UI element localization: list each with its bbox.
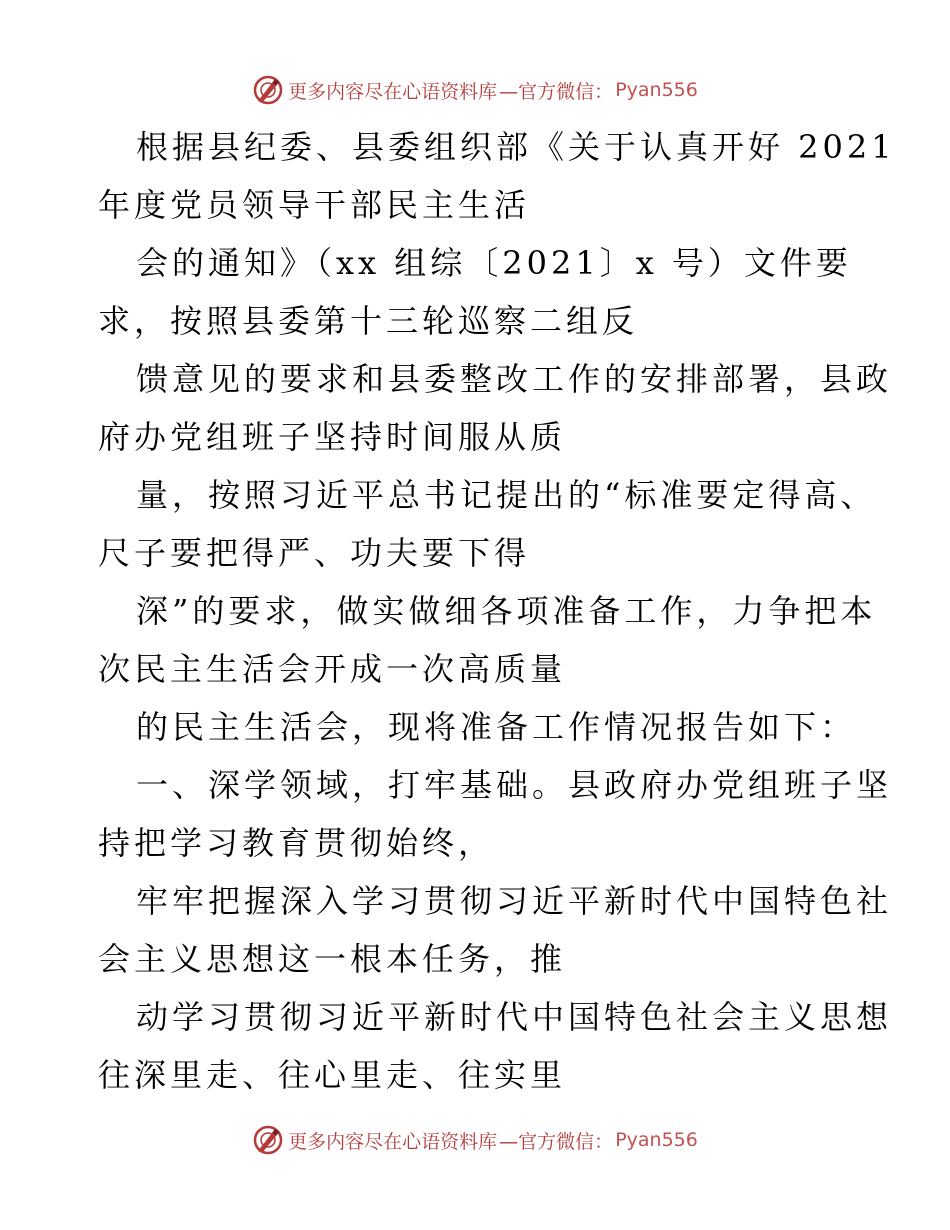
text-line: 深”的要求，做实做细各项准备工作，力争把本 <box>136 592 877 630</box>
text-line: 尺子要把得严、功夫要下得 <box>98 534 531 572</box>
document-body <box>98 118 896 1104</box>
red-pen-circle-logo-icon <box>252 74 284 106</box>
text-line: 往深里走、往心里走、往实里 <box>98 1056 567 1094</box>
watermark-suffix: —官方微信： <box>499 1130 614 1153</box>
text-line: 牢牢把握深入学习贯彻习近平新时代中国特色社 <box>136 882 893 920</box>
watermark-text: 更多内容尽在心语资料库 <box>288 1130 498 1153</box>
text-line: 动学习贯彻习近平新时代中国特色社会主义思想 <box>136 998 893 1036</box>
text-line: 次民主生活会开成一次高质量 <box>98 650 567 688</box>
text-line: 量，按照习近平总书记提出的“标准要定得高、 <box>136 476 877 514</box>
text-line: 求，按照县委第十三轮巡察二组反 <box>98 302 639 340</box>
text-line: 馈意见的要求和县委整改工作的安排部署，县政 <box>136 360 893 398</box>
red-pen-circle-logo-icon <box>252 1124 284 1156</box>
watermark-suffix: —官方微信： <box>499 80 614 103</box>
footer-watermark <box>0 1120 950 1160</box>
watermark-wechat-id: Pyan556 <box>615 79 698 101</box>
text-line: 根据县纪委、县委组织部《关于认真开好 2021 <box>136 128 896 166</box>
watermark-wechat-id: Pyan556 <box>615 1129 698 1151</box>
text-line: 持把学习教育贯彻始终， <box>98 824 495 862</box>
text-line: 府办党组班子坚持时间服从质 <box>98 418 567 456</box>
text-line: 一、深学领域，打牢基础。县政府办党组班子坚 <box>136 766 893 804</box>
text-line: 会主义思想这一根本任务，推 <box>98 940 567 978</box>
text-line: 的民主生活会，现将准备工作情况报告如下： <box>136 708 857 746</box>
header-watermark <box>0 70 950 110</box>
text-line: 年度党员领导干部民主生活 <box>98 186 531 224</box>
text-line: 会的通知》（xx 组综〔2021〕x 号）文件要 <box>136 244 852 282</box>
watermark-text: 更多内容尽在心语资料库 <box>288 80 498 103</box>
